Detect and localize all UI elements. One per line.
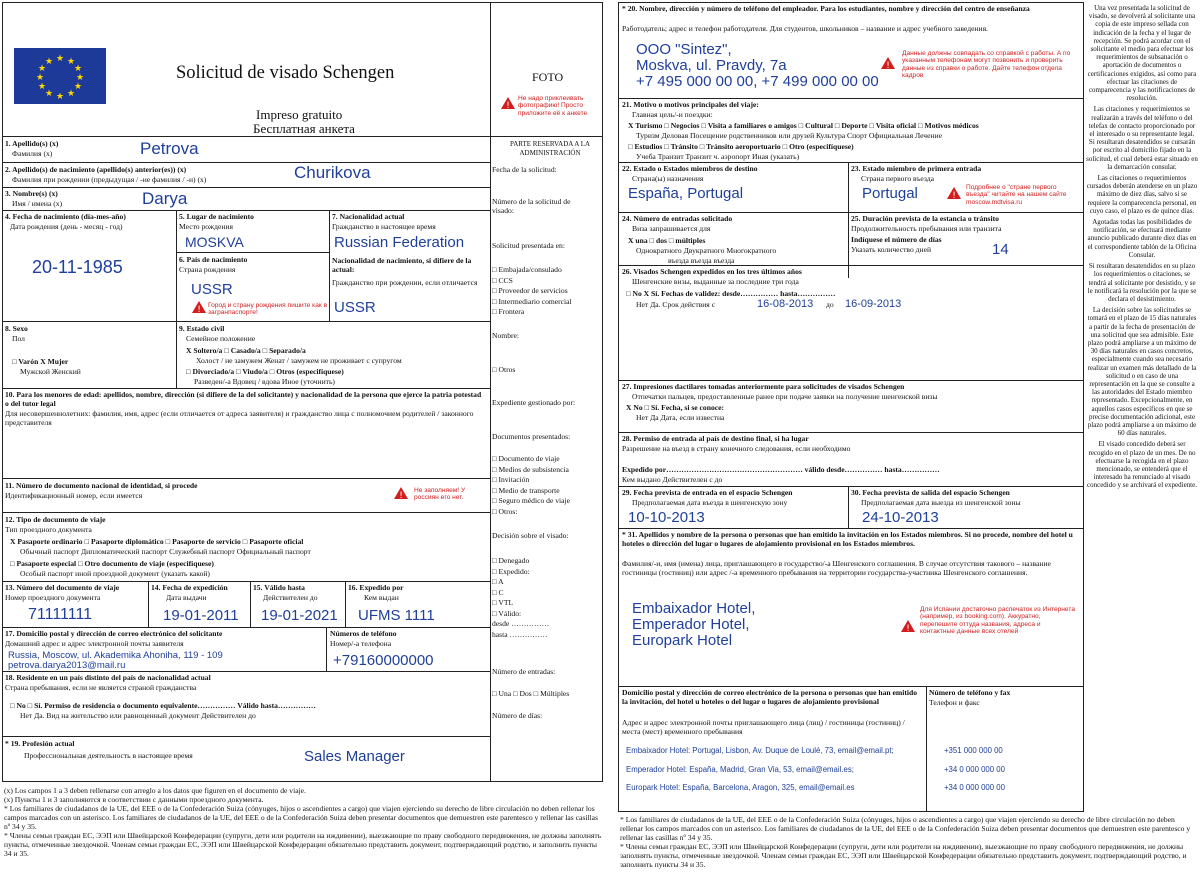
left-footnotes xyxy=(4,786,604,858)
photo-label: FOTO xyxy=(532,70,564,84)
first-entry-warning: Подробнее о "стране первого въезда" читайте на нашем сайте moscow.mdtvisa.ru xyxy=(966,184,1067,206)
purpose-row-1[interactable]: X Turismo □ Negocios □ Visita a familiares o amigos □ Cultural □ Deporte □ Visita oficial □ Motivos médicos xyxy=(628,121,979,130)
footnote: * Члены семьи граждан ЕС, ЭЭП или Швейцарской Конфедерации (супруги, дети или родители на иждивении), выезжающие по праву свободного передвижения, не должны заполнять пункты, отмеченные звездочкой. Членам семьи граждан ЕС, ЭЭП или Швейцарской Конфедерации обязательно представить документ, подтверждающий родство, и заполнить пункты 34 и 35. xyxy=(620,842,1187,869)
civil-status-row-2-ru: Разведен/-а Вдовец / вдова Иное (уточнить) xyxy=(194,377,335,386)
side-paragraph: El visado concedido deberá ser recogido en el plazo de un mes. De no efectuarse la recogida en el plazo mencionado, se entenderá que el interesado ha renunciado al visado concedido y se archivará el expediente. xyxy=(1086,440,1197,490)
right-page xyxy=(606,0,1200,878)
previous-visa-to-label: до xyxy=(826,300,834,309)
hotel-phone-label: Número de teléfono y fax xyxy=(929,688,1011,697)
field-7-label-ru: Гражданство в настоящее время xyxy=(332,222,436,231)
side-paragraph: Agotadas todas las posibilidades de notificación, se efectuará mediante anuncio publicado durante diez días en el correspondiente tablón de la Oficina Consular. xyxy=(1087,218,1197,259)
field-23-label-ru: Страна первого въезда xyxy=(861,174,934,183)
phone-label-ru: Номер/-а телефона xyxy=(330,639,392,648)
hotel-address-label-ru: Адрес и адрес электронной почты приглашающего лица (лиц) / гостиницы (гостиниц) / места (мест) временного пребывания xyxy=(622,718,905,736)
issue-date-value[interactable]: 19-01-2011 xyxy=(163,607,239,624)
svg-text:!: ! xyxy=(886,61,890,70)
admin-entries: Número de entradas: xyxy=(492,667,556,676)
sex-options-ru: Мужской Женский xyxy=(20,367,81,376)
field-29-label-ru: Предполагаемая дата въезда в шенгенскую зону xyxy=(632,498,788,507)
footnote: * Los familiares de ciudadanos de la UE, del EEE o de la Confederación Suiza (cónyuges, hijos o ascendientes a cargo) que viajen ejerciendo su derecho de libre circulación no deben rellenar los campos marcados con un asterisco. Los familiares de ciudadanos de la UE, del EEE o de la Confederación Suiza deben presentar documentos que demuestren este parentesco y rellenar las casillas nº 34 y 35. xyxy=(4,804,598,831)
field-9-label: 9. Estado civil xyxy=(179,324,225,333)
admin-date: Fecha de la solicitud: xyxy=(492,165,557,174)
field-24-label-ru: Виза запрашивается для xyxy=(632,224,711,233)
svg-text:★: ★ xyxy=(55,92,65,102)
field-2-label: 2. Apellido(s) de nacimiento (apellido(s) anterior(es)) (x) xyxy=(5,165,187,174)
warning-icon xyxy=(500,96,516,110)
departure-date-value[interactable]: 24-10-2013 xyxy=(862,509,939,526)
purpose-row-2-ru: Учеба Транзит Транзит ч. аэропорт Иная (указать) xyxy=(636,152,800,161)
svg-text:★: ★ xyxy=(37,82,47,92)
field-29-label: 29. Fecha prevista de entrada en el espacio Schengen xyxy=(622,488,793,497)
svg-text:★: ★ xyxy=(66,89,76,99)
admin-title: PARTE RESERVADA A LA ADMINISTRACIÓN xyxy=(509,140,591,157)
birth-place-value[interactable]: MOSKVA xyxy=(185,234,244,250)
option: □ Invitación xyxy=(492,475,530,484)
issued-by-value[interactable]: UFMS 1111 xyxy=(358,607,435,624)
option: □ Denegado xyxy=(492,556,530,565)
warning-icon xyxy=(393,486,409,500)
field-25-label-2-ru: Указать количество дней xyxy=(851,245,932,254)
hotel-phone-3[interactable]: +34 0 000 000 00 xyxy=(944,783,1005,792)
field-26-label-ru: Шенгенские визы, выданные за последние три года xyxy=(632,277,799,286)
side-instructions xyxy=(1086,4,1198,490)
field-7-label-2-ru: Гражданство при рождении, если отличается xyxy=(332,278,478,287)
sex-options[interactable]: □ Varón X Mujer xyxy=(12,357,69,366)
option: □ Proveedor de servicios xyxy=(492,286,568,295)
field-14-label: 14. Fecha de expedición xyxy=(151,583,228,592)
svg-text:!: ! xyxy=(952,191,956,200)
eu-flag-icon xyxy=(14,48,106,104)
svg-text:★: ★ xyxy=(44,57,54,67)
field-8-label-ru: Пол xyxy=(12,334,25,343)
admin-otros: □ Otros xyxy=(492,365,516,374)
field-25-label-ru: Продолжительность пребывания или транзита xyxy=(851,224,1002,233)
option: □ Medios de subsistencia xyxy=(492,464,569,474)
svg-text:!: ! xyxy=(906,624,910,633)
field-9-label-ru: Семейное положение xyxy=(186,334,256,343)
field-11-label-ru: Идентификационный номер, если имеется xyxy=(5,491,143,500)
hotel-3-value[interactable]: Europark Hotel xyxy=(632,632,733,649)
admin-doc-options xyxy=(492,454,600,517)
hotel-address-3[interactable]: Europark Hotel: España, Barcelona, Aragon, 325, email@email.es xyxy=(626,783,855,792)
destination-value[interactable]: España, Portugal xyxy=(628,185,744,202)
field-19-label-ru: Профессиональная деятельность в настоящее время xyxy=(24,751,193,760)
admin-name: Nombre: xyxy=(492,331,519,340)
field-20-label-ru: Работодатель; адрес и телефон работодателя. Для студентов, школьников – название и адрес учебного заведения. xyxy=(622,24,988,33)
option: □ Válido: xyxy=(492,608,522,618)
field-13-label-ru: Номер проездного документа xyxy=(5,593,101,602)
footnote: (x) Los campos 1 a 3 deben rellenarse con arreglo a los datos que figuren en el documento de viaje. xyxy=(4,786,306,795)
field-30-label: 30. Fecha prevista de salida del espacio Schengen xyxy=(851,488,1010,497)
purpose-row-1-ru: Туризм Деловая Посещение родственников или друзей Культура Спорт Официальная Лечение xyxy=(636,131,942,140)
field-8-label: 8. Sexo xyxy=(5,324,28,333)
admin-docs: Documentos presentados: xyxy=(492,432,571,441)
field-30-label-ru: Предполагаемая дата выезда из шенгенской зоны xyxy=(861,498,1021,507)
employer-address-value[interactable]: Moskva, ul. Pravdy, 7a xyxy=(636,57,787,74)
svg-text:★: ★ xyxy=(73,82,83,92)
field-28-label-ru: Разрешение на въезд в страну конечного следования, если необходимо xyxy=(622,444,851,453)
field-1-label-ru: Фамилия (x) xyxy=(12,149,53,158)
warning-icon xyxy=(946,186,962,200)
side-paragraph: Las citaciones o requerimientos cursados deberán atenderse en un plazo máximo de diez días, salvo si se requiere la comparecencia personal, en cuyo caso, el plazo es de quince días. xyxy=(1086,174,1198,215)
field-22-label: 22. Estado o Estados miembros de destino xyxy=(622,164,758,173)
field-6-label-ru: Страна рождения xyxy=(179,265,236,274)
field-4-label-ru: Дата рождения (день - месяц - год) xyxy=(10,222,123,231)
passport-number-value[interactable]: 71111111 xyxy=(28,606,93,623)
hotel-warning: Для Испании достаточно распечаток из Интернета (например, из booking.com). Аккуратно, перепешите оттуда названия, адреса и контактные данные всех отелей xyxy=(920,606,1075,636)
svg-text:★: ★ xyxy=(75,73,85,83)
document-type-row-1[interactable]: X Pasaporte ordinario □ Pasaporte diplomático □ Pasaporte de servicio □ Pasaporte oficial xyxy=(10,537,304,546)
hotel-2-value[interactable]: Emperador Hotel, xyxy=(632,616,750,633)
field-10-label-ru: Для несовершеннолетних: фамилия, имя, адрес (если отличается от адреса заявителя) и гражданство лица с полномочием родителей / законного представителя xyxy=(5,409,474,427)
field-25-label: 25. Duración prevista de la estancia o tránsito xyxy=(851,214,999,223)
option: □ Expedido: xyxy=(492,566,530,576)
field-17-label: 17. Domicilio postal y dirección de correo electrónico del solicitante xyxy=(5,629,223,638)
hotel-phone-1[interactable]: +351 000 000 00 xyxy=(944,746,1003,755)
side-paragraph: La decisión sobre las solicitudes se tomará en el plazo de 15 días naturales a partir de la fecha de presentación de una solicitud que sea admisible. Este plazo podrá ampliarse a un máximo de 30 días naturales en casos concretos, especialmente cuando sea necesario realizar un examen más detallado de la solicitud o en caso de una representación en la que se consulte a las autoridades del Estado miembro representado. Excepcionalmente, en aquellos casos específicos en que se precise documentación adicional, este plazo podrá ampliarse a un máximo de 60 días naturales. xyxy=(1087,306,1197,438)
field-18-label-ru: Страна пребывания, если не является страной гражданства xyxy=(5,683,197,692)
side-paragraph: Las citaciones y requerimientos se realizarán a través del teléfono o del telefax de contacto proporcionado por el interesado o su representante legal. Si resultaran desatendidos se cursarán por escrito al domicilio fijado en la solicitud, el cual deberá estar situado en la demarcación consular. xyxy=(1086,105,1198,171)
phone-value[interactable]: +79160000000 xyxy=(333,652,434,669)
arrival-date-value[interactable]: 10-10-2013 xyxy=(628,509,705,526)
svg-text:!: ! xyxy=(197,305,201,314)
previous-visas-row-ru: Нет Да. Срок действия с xyxy=(636,300,716,309)
admin-number: Número de la solicitud de visado: xyxy=(492,197,571,215)
first-name-value[interactable]: Darya xyxy=(142,189,188,208)
footnote: (x) Пункты 1 и 3 заполняются в соответствии с данными проездного документа. xyxy=(4,795,264,804)
svg-text:★: ★ xyxy=(73,64,83,74)
free-form-ru: Бесплатная анкета xyxy=(253,121,355,136)
valid-until-value[interactable]: 19-01-2021 xyxy=(261,607,338,624)
field-5-label-ru: Место рождения xyxy=(179,222,234,231)
option: □ VTL xyxy=(492,598,514,607)
hotel-phone-label-ru: Телефон и факс xyxy=(929,698,980,707)
email-value[interactable]: petrova.darya2013@mail.ru xyxy=(8,660,126,671)
svg-text:★: ★ xyxy=(35,73,45,83)
hotel-address-1[interactable]: Embaixador Hotel: Portugal, Lisbon, Av. Duque de Loulé, 73, email@email.pt; xyxy=(626,746,894,755)
option: □ Documento de viaje xyxy=(492,454,560,463)
field-25-label-2: Indíquese el número de días xyxy=(851,235,942,244)
field-7-label-2: Nacionalidad de nacimiento, si difiere de la actual: xyxy=(332,256,472,274)
field-14-label-ru: Дата выдачи xyxy=(166,593,207,602)
hotel-address-label: Domicilio postal y dirección de correo electrónico de la persona o personas que han emitido la invitación, del hotel u hoteles o del lugar o lugares de alojamiento provisional xyxy=(622,688,918,706)
field-1-label: 1. Apellido(s) (x) xyxy=(5,139,59,148)
civil-status-row-2[interactable]: □ Divorciado/a □ Viudo/a □ Otros (especifíquese) xyxy=(186,367,344,376)
field-27-label: 27. Impresiones dactilares tomadas anteriormente para solicitudes de visados Schengen xyxy=(622,382,905,391)
hotel-address-2[interactable]: Emperador Hotel: España, Madrid, Gran Via, 53, email@email.es; xyxy=(626,765,854,774)
civil-status-row-1[interactable]: X Soltero/a □ Casado/a □ Separado/a xyxy=(186,346,306,355)
svg-text:!: ! xyxy=(399,491,403,500)
field-4-label: 4. Fecha de nacimiento (día-mes-año) xyxy=(5,212,126,221)
field-31-label: * 31. Apellidos y nombre de la persona o personas que han emitido la invitación en los Estados miembros. Si no procede, nombre del hotel u hoteles o dirección del lugar o lugares de alojamiento provisional en los Estados miembros. xyxy=(622,530,1073,548)
admin-decision-options xyxy=(492,556,600,640)
field-17-label-ru: Домашний адрес и адрес электронной почты заявителя xyxy=(5,639,184,648)
field-20-label: * 20. Nombre, dirección y número de teléfono del empleador. Para los estudiantes, nombre y dirección del centro de enseñanza xyxy=(622,4,1030,13)
side-paragraph: Si resultaran desatendidos en su plazo los requerimientos o citaciones, se tendrá al solicitante por desistido, y se le notificará la resolución por la que se declara el desistimiento. xyxy=(1087,262,1197,303)
entry-permit-row[interactable]: Expedido por……………………………………………… válido desde…………… hasta…………… xyxy=(622,465,940,474)
employer-phone-value[interactable]: +7 495 000 00 00, +7 499 000 00 00 xyxy=(636,73,879,90)
field-7-label: 7. Nacionalidad actual xyxy=(332,212,405,221)
field-5-label: 5. Lugar de nacimiento xyxy=(179,212,254,221)
field-21-label-ru: Главная цель/-и поездки: xyxy=(632,110,713,119)
warning-icon xyxy=(191,300,207,314)
field-16-label: 16. Expedido por xyxy=(348,583,404,592)
option: □ Frontera xyxy=(492,307,525,316)
entries-options-ru-2: въезда въезда въезда xyxy=(668,256,735,265)
field-15-label: 15. Válido hasta xyxy=(253,583,305,592)
surname-value[interactable]: Petrova xyxy=(140,139,199,158)
photo-warning: Не надо приклеивать фотографию! Просто приложите её к анкете xyxy=(518,95,588,117)
employer-name-value[interactable]: OOO "Sintez", xyxy=(636,41,732,58)
birth-country-value[interactable]: USSR xyxy=(191,281,233,298)
admin-presented-options xyxy=(492,265,600,318)
option: □ A xyxy=(492,577,504,586)
field-24-label: 24. Número de entradas solicitado xyxy=(622,214,733,223)
field-3-label: 3. Nombre(s) (x) xyxy=(5,189,58,198)
admin-entries-options: □ Una □ Dos □ Múltiples xyxy=(492,689,570,698)
option: □ Medio de transporte xyxy=(492,485,560,495)
phone-label: Números de teléfono xyxy=(330,629,397,638)
document-type-row-2-ru: Особый паспорт иной проездной документ (указать какой) xyxy=(20,569,210,578)
birth-surname-value[interactable]: Churikova xyxy=(294,163,371,182)
warning-icon xyxy=(880,56,896,70)
right-footnotes xyxy=(620,815,1198,869)
free-form-es: Impreso gratuito xyxy=(256,107,343,122)
svg-text:!: ! xyxy=(506,101,510,110)
document-type-row-1-ru: Обычный паспорт Дипломатический паспорт Служебный паспорт Официальный паспорт xyxy=(20,547,311,556)
field-13-label: 13. Número del documento de viaje xyxy=(5,583,120,592)
field-12-label-ru: Тип проездного документа xyxy=(5,525,92,534)
residence-row[interactable]: □ No □ Sí. Permiso de residencia o documento equivalente…………… Válido hasta…………… xyxy=(10,701,316,710)
hotel-1-value[interactable]: Embaixador Hotel, xyxy=(632,600,756,617)
entries-options-ru: Однократного Двукратного Многократного xyxy=(636,246,777,255)
first-entry-value[interactable]: Portugal xyxy=(862,185,918,202)
option: □ CCS xyxy=(492,275,513,285)
previous-visa-to-value[interactable]: 16-09-2013 xyxy=(845,298,902,310)
option: hasta …………… xyxy=(492,629,548,639)
birth-date-value[interactable]: 20-11-1985 xyxy=(32,257,123,277)
option: □ C xyxy=(492,587,504,597)
footnote: * Los familiares de ciudadanos de la UE, del EEE o de la Confederación Suiza (cónyuges, hijos o ascendientes a cargo) que viajen ejerciendo su derecho de libre circulación no deben rellenar los campos marcados con un asterisco. Los familiares de ciudadanos de la UE, del EEE o de la Confederación Suiza deben presentar documentos que demuestren este parentesco y rellenar las casillas nº 34 y 35. xyxy=(620,815,1191,842)
document-type-row-2[interactable]: □ Pasaporte especial □ Otro documento de viaje (especifíquese) xyxy=(10,559,214,568)
previous-visas-row[interactable]: □ No X Sí. Fechas de validez: desde…………… hasta…………… xyxy=(626,289,836,298)
option: desde …………… xyxy=(492,619,550,628)
hotel-phone-2[interactable]: +34 0 000 000 00 xyxy=(944,765,1005,774)
days-value[interactable]: 14 xyxy=(992,241,1009,258)
svg-text:★: ★ xyxy=(44,89,54,99)
footnote: * Члены семьи граждан ЕС, ЭЭП или Швейцарской Конфедерации (супруги, дети или родители на иждивении), выезжающие по праву свободного передвижения, не должны заполнять пункты, отмеченные звездочкой. Членам семьи граждан ЕС, ЭЭП или Швейцарской Конфедерации обязательно представить документ, подтверждающий родство, и заполнить пункты 34 и 35. xyxy=(4,831,602,858)
purpose-row-2[interactable]: □ Estudios □ Tránsito □ Tránsito aeroportuario □ Otro (especifíquese) xyxy=(628,142,854,151)
field-28-label: 28. Permiso de entrada al país de destino final, si ha lugar xyxy=(622,434,809,443)
field-27-label-ru: Отпечатки пальцев, предоставленные ранее при подаче заявки на получение шенгенской визы xyxy=(632,392,938,401)
option: □ Intermediario comercial xyxy=(492,296,572,306)
field-18-label: 18. Residente en un país distinto del país de nacionalidad actual xyxy=(5,673,211,682)
fingerprints-row[interactable]: X No □ Sí. Fecha, si se conoce: xyxy=(626,403,725,412)
home-address-value[interactable]: Russia, Moscow, ul. Akademika Ahoniha, 119 - 109 xyxy=(8,650,223,661)
field-19-label: * 19. Profesión actual xyxy=(5,739,75,748)
entries-options[interactable]: X una □ dos □ múltiples xyxy=(628,236,706,245)
civil-status-row-1-ru: Холост / не замужем Женат / замужем не проживает с супругом xyxy=(196,356,402,365)
option: □ Embajada/consulado xyxy=(492,265,562,274)
birth-nationality-value[interactable]: USSR xyxy=(334,299,376,316)
field-3-label-ru: Имя / имена (x) xyxy=(12,199,63,208)
field-15-label-ru: Действителен до xyxy=(263,593,318,602)
profession-value[interactable]: Sales Manager xyxy=(304,748,405,765)
svg-text:★: ★ xyxy=(55,54,65,64)
field-12-label: 12. Tipo de documento de viaje xyxy=(5,515,106,524)
svg-text:★: ★ xyxy=(37,64,47,74)
side-paragraph: Una vez presentada la solicitud de visado, se devolverá al solicitante una copia de este impreso sellada con indicación de la fecha y el lugar de recepción. Se podrá acordar con el solicitante el medio para efectuar los requerimientos de subsanación o aportación de documentos o certificaciones exigidos, así como para efectuar las citaciones de comparecencia y las notificaciones de resolución. xyxy=(1087,4,1197,103)
svg-text:★: ★ xyxy=(66,57,76,67)
admin-managed: Expediente gestionado por: xyxy=(492,398,576,407)
field-10-label: 10. Para los menores de edad: apellidos, nombre, dirección (si difiere de la del solicitante) y nacionalidad de la persona que ejerce la patria potestad o del tutor legal xyxy=(5,390,482,408)
admin-decision: Decisión sobre el visado: xyxy=(492,531,569,540)
option: □ Seguro médico de viaje xyxy=(492,496,570,505)
field-21-label: 21. Motivo o motivos principales del viaje: xyxy=(622,100,759,109)
field-22-label-ru: Страна(ы) назначения xyxy=(632,174,704,183)
field-26-label: 26. Visados Schengen expedidos en los tres últimos años xyxy=(622,267,802,276)
field-2-label-ru: Фамилия при рождении (предыдущая / -ие фамилия / -и) (x) xyxy=(12,175,207,184)
field-11-label: 11. Número de documento nacional de identidad, si procede xyxy=(5,481,198,490)
employer-warning: Данные должны совпадать со справкой с работы. А по указанным телефонам могут позвонить и проверить данные из справки о работе. Дайте телефон отдела кадров xyxy=(902,50,1071,80)
fingerprints-row-ru: Нет Да Дата, если известна xyxy=(636,413,725,422)
field-16-label-ru: Кем выдан xyxy=(364,593,399,602)
field-31-label-ru: Фамилия/-и, имя (имена) лица, приглашающего в государство/-а Шенгенского соглашения. В случае отсутствия такового – название гостиницы (гостиниц) или адрес /-а временного пребывания на территории государства-участника Шенгенского соглашения. xyxy=(622,559,1051,577)
nationality-value[interactable]: Russian Federation xyxy=(334,234,465,251)
form-title: Solicitud de visado Schengen xyxy=(176,63,395,83)
birth-place-warning: Город и страну рождения пишите как в загранпаспорте! xyxy=(208,302,328,317)
option: □ Otros: xyxy=(492,506,518,516)
field-6-label: 6. País de nacimiento xyxy=(179,255,248,264)
warning-icon xyxy=(900,619,916,633)
id-number-warning: Не заполняем! У россиян его нет. xyxy=(414,487,466,502)
admin-days: Número de días: xyxy=(492,711,543,720)
previous-visa-from-value[interactable]: 16-08-2013 xyxy=(757,298,814,310)
field-23-label: 23. Estado miembro de primera entrada xyxy=(851,164,982,173)
entry-permit-row-ru: Кем выдано Действителен с до xyxy=(622,475,723,484)
admin-presented: Solicitud presentada en: xyxy=(492,241,565,250)
residence-row-ru: Нет Да. Вид на жительство или равноценный документ Действителен до xyxy=(20,711,256,720)
